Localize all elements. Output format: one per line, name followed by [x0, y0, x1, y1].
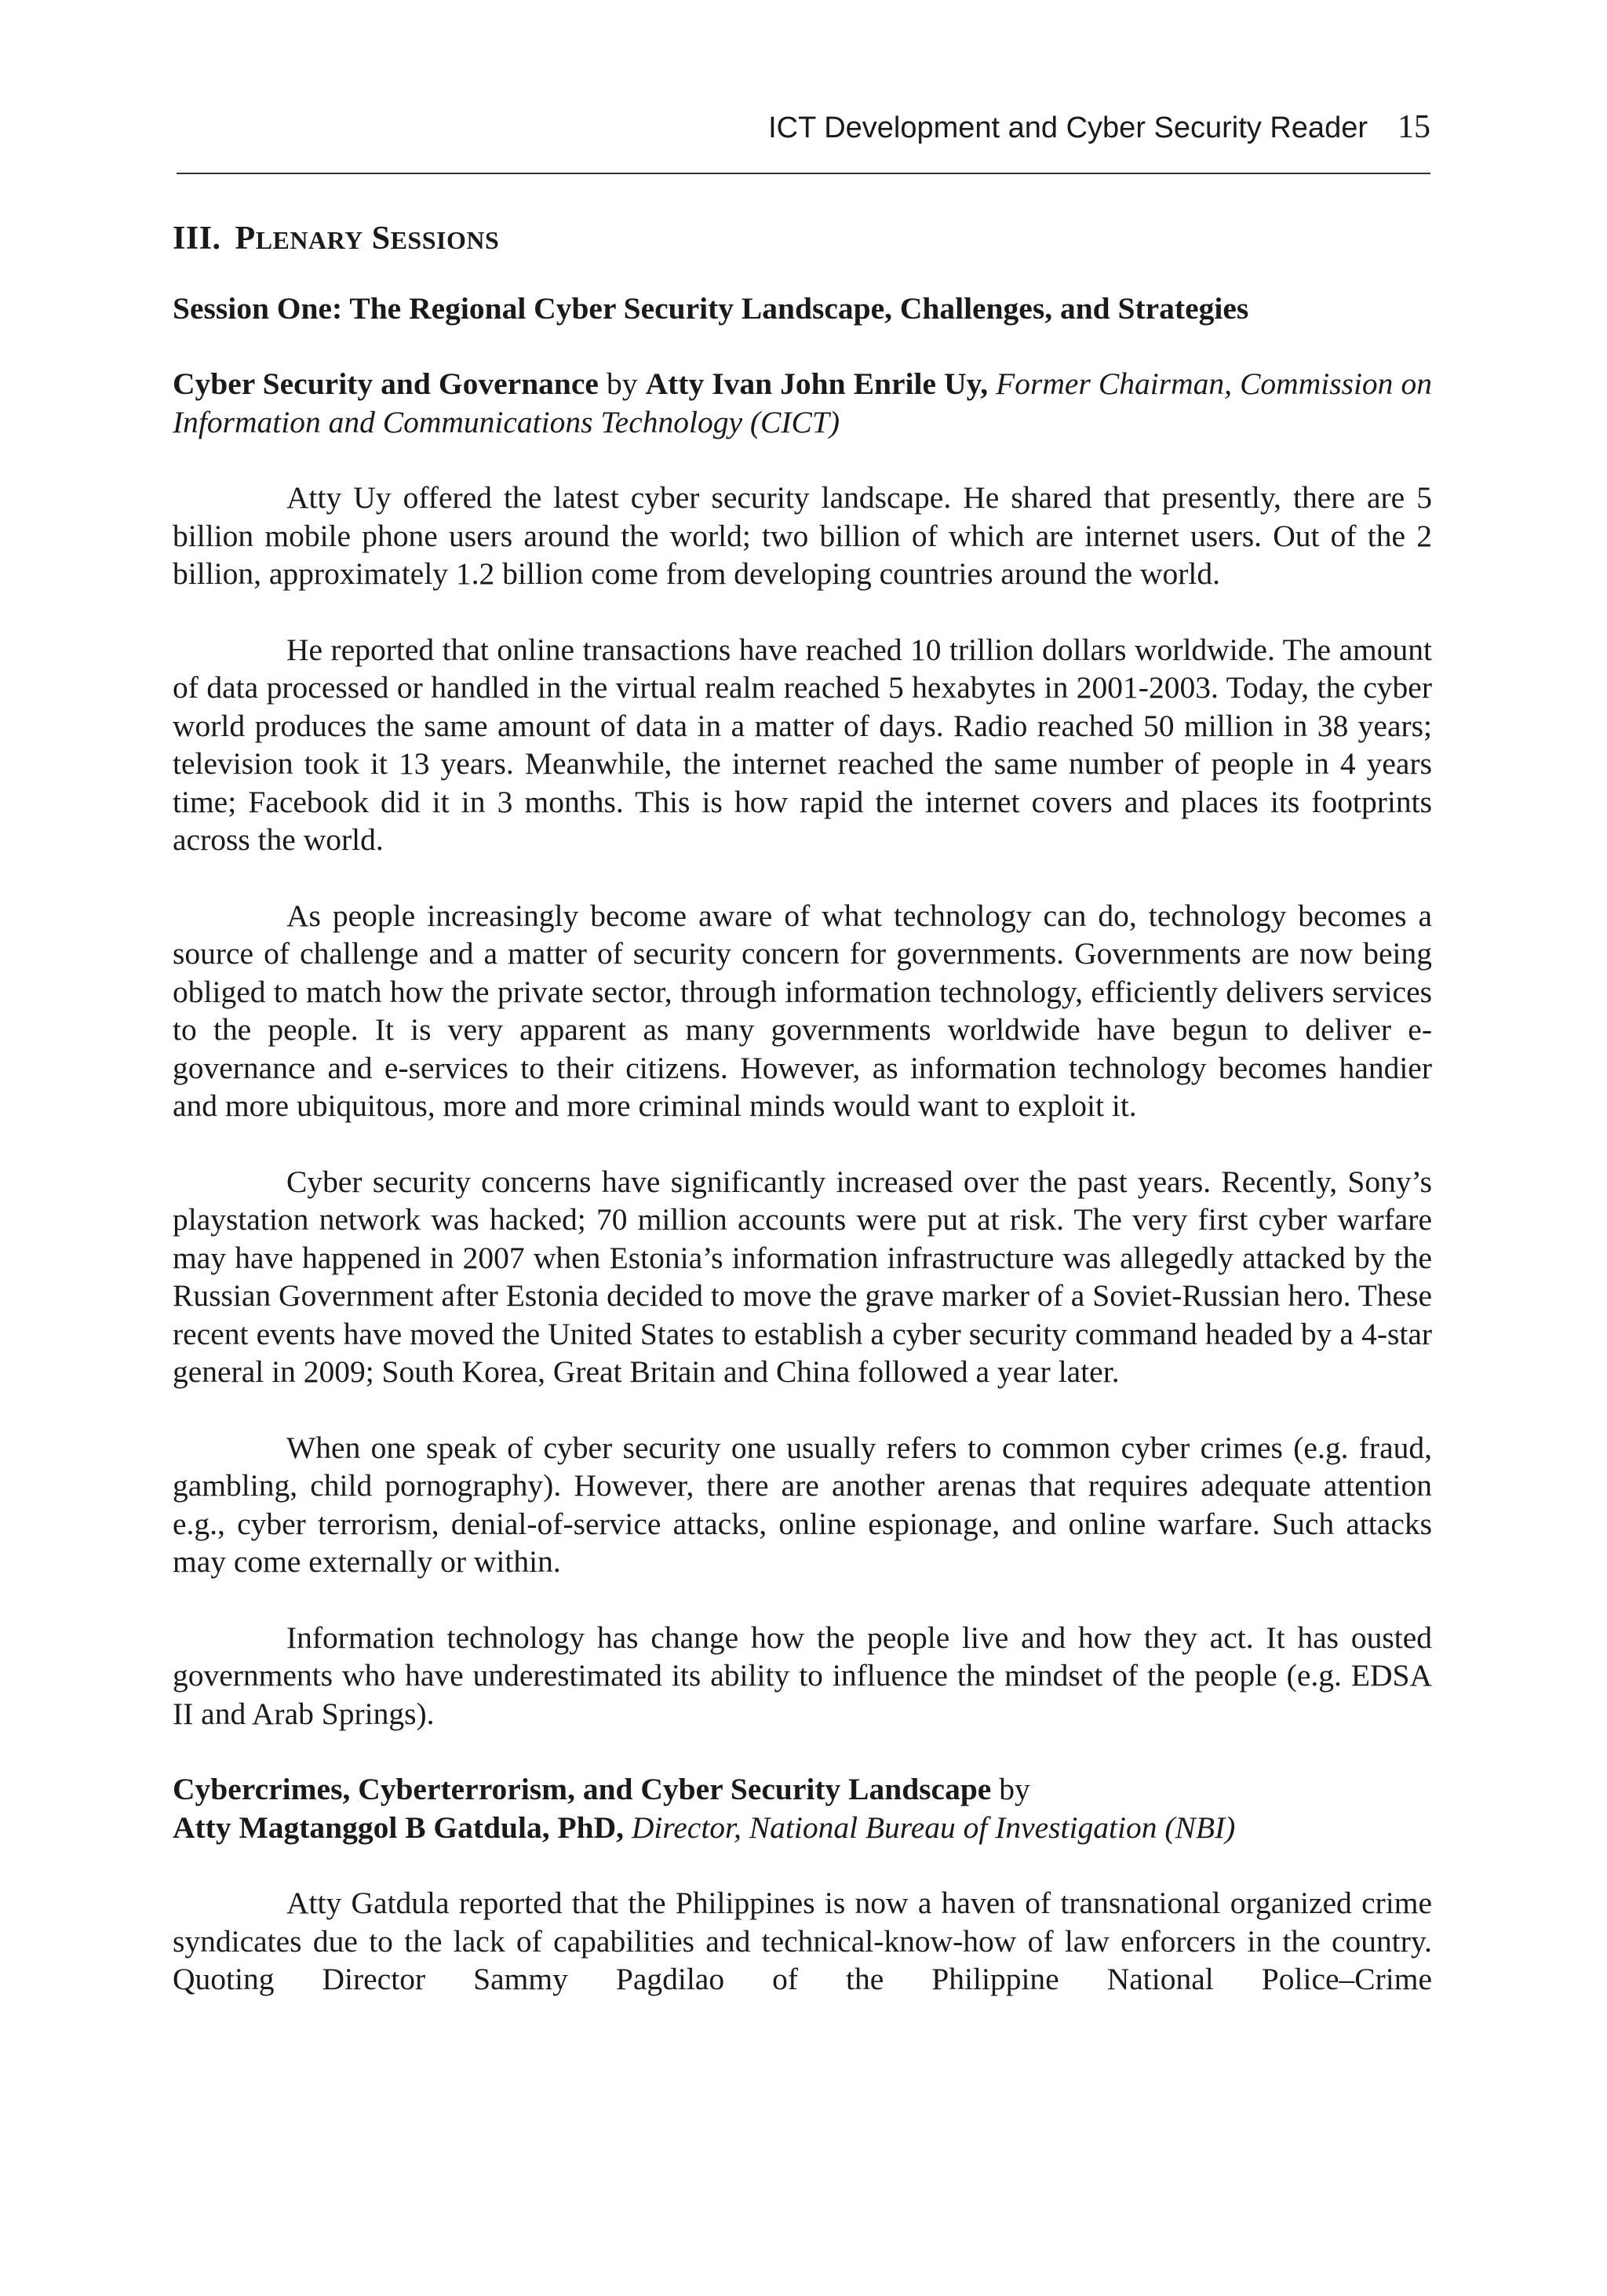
header-rule — [177, 173, 1430, 174]
section-number: III. — [173, 220, 221, 257]
speaker-affiliation-2: Director, National Bureau of Investigation (NBI) — [631, 1809, 1236, 1845]
section-title-cap-1: P — [235, 220, 256, 257]
speaker-name-1: Atty Ivan John Enrile Uy, — [645, 366, 989, 401]
speaker-affiliation-1: Former Chairman, Commission on Information and Communications Technology (CICT) — [173, 366, 1432, 439]
section-title-cap-2: S — [371, 220, 391, 257]
paragraph: Atty Uy offered the latest cyber security landscape. He shared that presently, there are 5 billion mobile phone users around the world; two billion of which are internet users. Out of the 2 billion, approximately 1.2 billion come from developing countries around the world. — [173, 480, 1432, 591]
section-heading — [173, 220, 1432, 260]
paragraph: Atty Gatdula reported that the Philippines is now a haven of transnational organized crime syndicates due to the lack of capabilities and technical-know-how of law enforcers in the country. Quoting Director Sammy Pagdilao of the Philippine National Police–Crime — [173, 1886, 1432, 1996]
section-title-rest-1: LENARY — [255, 226, 363, 254]
paragraph: When one speak of cyber security one usually refers to common cyber crimes (e.g. fraud, gambling, child pornography). However, there are another arenas that requires adequate attention e.g., cyber terrorism, denial-of-service attacks, online espionage, and online warfare. Such attacks may come externally or within. — [173, 1430, 1432, 1579]
running-header — [177, 108, 1430, 163]
talk-by-2: by — [999, 1772, 1030, 1806]
talk-heading-2 — [173, 1770, 1432, 1846]
paragraph: He reported that online transactions have reached 10 trillion dollars worldwide. The amount of data processed or handled in the virtual realm reached 5 hexabytes in 2001-2003. Today, the cyber world produces the same amount of data in a matter of days. Radio reached 50 million in 38 years; television took it 13 years. Meanwhile, the internet reached the same number of people in 4 years time; Facebook did it in 3 months. This is how rapid the internet covers and places its footprints across the world. — [173, 632, 1432, 857]
paragraph: Cyber security concerns have significantly increased over the past years. Recently, Sony’s playstation network was hacked; 70 million accounts were put at risk. The very first cyber warfare may have happened in 2007 when Estonia’s information infrastructure was allegedly attacked by the Russian Government after Estonia decided to move the grave marker of a Soviet-Russian hero. These recent events have moved the United States to establish a cyber security command headed by a 4-star general in 2009; South Korea, Great Britain and China followed a year later. — [173, 1164, 1432, 1389]
paragraph: As people increasingly become aware of what technology can do, technology becomes a source of challenge and a matter of security concern for governments. Governments are now being obliged to match how the private sector, through information technology, efficiently delivers services to the people. It is very apparent as many governments worldwide have begun to deliver e-governance and e-services to their citizens. However, as information technology becomes handier and more ubiquitous, more and more criminal minds would want to exploit it. — [173, 898, 1432, 1123]
talk-title-2: Cybercrimes, Cyberterrorism, and Cyber Security Landscape — [173, 1772, 992, 1806]
session-title: Session One: The Regional Cyber Security Landscape, Challenges, and Strategies — [173, 290, 1249, 326]
paragraph: Information technology has change how the people live and how they act. It has ousted governments who have underestimated its ability to influence the mindset of the people (e.g. EDSA II and Arab Springs). — [173, 1620, 1432, 1731]
header-title: ICT Development and Cyber Security Reader — [768, 111, 1368, 144]
speaker-name-2: Atty Magtanggol B Gatdula, PhD, — [173, 1809, 624, 1845]
page-content — [173, 220, 1432, 1999]
talk-heading-1 — [173, 365, 1432, 441]
section-title-rest-2: ESSIONS — [390, 226, 500, 254]
talk-title-1: Cyber Security and Governance — [173, 366, 599, 401]
talk-by-1: by — [607, 366, 638, 401]
page-number: 15 — [1397, 109, 1430, 145]
